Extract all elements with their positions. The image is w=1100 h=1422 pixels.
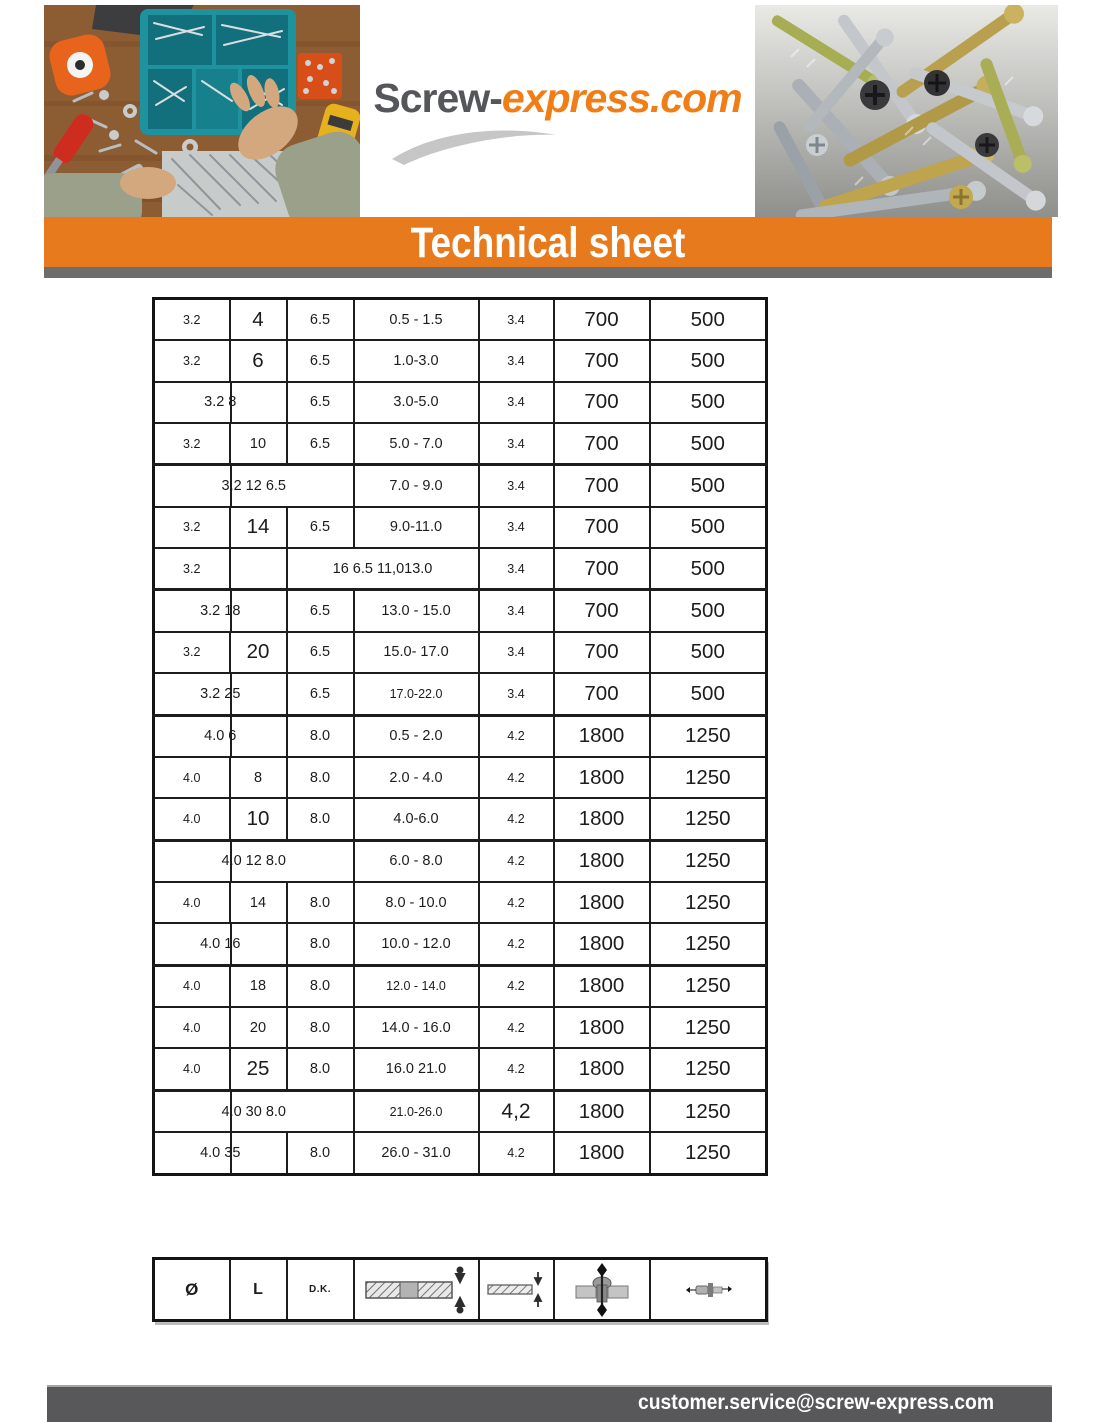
table-cell: 3.2 [154,632,230,673]
table-row [154,299,767,341]
table-cell: 3.2 18 [154,590,287,632]
table-cell: 10.0 - 12.0 [354,923,479,965]
table-cell: 26.0 - 31.0 [354,1132,479,1174]
legend-cell-rivet-side [650,1259,767,1321]
table-cell: 2.0 - 4.0 [354,757,479,798]
table-cell: 16 6.5 11,013.0 [287,548,479,590]
table-cell: 3.4 [479,673,554,715]
table-cell: 3.2 8 [154,382,287,423]
table-cell: 4.0-6.0 [354,798,479,840]
table-cell: 700 [554,673,650,715]
table-cell: 4.0 [154,882,230,923]
table-cell: 500 [650,590,767,632]
legend-table [152,1257,768,1322]
table-row [154,423,767,465]
table-cell: 4.2 [479,715,554,757]
table-cell: 8.0 [287,757,354,798]
technical-table-body [154,299,767,1175]
table-cell: 4,2 [479,1090,554,1132]
table-cell: 500 [650,548,767,590]
installed-rivet-front-diagram-icon [566,1262,638,1318]
table-cell: 3.4 [479,507,554,548]
table-cell: 4.0 [154,798,230,840]
table-row [154,882,767,923]
table-cell: 1250 [650,715,767,757]
legend-header-diameter: Ø [154,1259,230,1321]
table-cell: 8.0 [287,882,354,923]
rivet-side-diagram-icon [676,1276,740,1304]
table-cell: 6.5 [287,340,354,381]
table-cell: 25 [230,1048,287,1090]
table-cell: 17.0-22.0 [354,673,479,715]
table-cell: 6.0 - 8.0 [354,840,479,882]
legend-header-dk: D.K. [287,1259,354,1321]
table-cell: 1800 [554,798,650,840]
table-cell: 4.2 [479,1132,554,1174]
table-cell: 700 [554,465,650,507]
table-cell: 1250 [650,882,767,923]
legend-cell-grip-range [354,1259,479,1321]
table-cell: 10 [230,798,287,840]
logo-swoosh [388,123,568,167]
table-cell: 3.4 [479,340,554,381]
table-row [154,923,767,965]
table-cell: 4.0 35 [154,1132,287,1174]
table-cell: 7.0 - 9.0 [354,465,479,507]
table-cell: 1250 [650,1090,767,1132]
table-row [154,382,767,423]
table-row [154,507,767,548]
table-cell: 3.2 25 [154,673,287,715]
table-cell: 6 [230,340,287,381]
table-row [154,1048,767,1090]
table-cell: 1250 [650,1007,767,1048]
table-cell: 3.4 [479,299,554,341]
table-cell: 1800 [554,882,650,923]
table-cell: 4.0 [154,1048,230,1090]
table-cell: 8.0 [287,798,354,840]
table-cell: 1800 [554,715,650,757]
table-row [154,465,767,507]
table-cell: 1800 [554,840,650,882]
logo-part-express: express.com [501,75,742,121]
sheet-thickness-diagram-icon [484,1268,548,1312]
table-row [154,757,767,798]
table-cell: 20 [230,1007,287,1048]
table-cell: 6.5 [287,299,354,341]
table-cell: 6.5 [287,673,354,715]
table-cell: 1800 [554,1048,650,1090]
table-cell: 500 [650,423,767,465]
table-cell: 13.0 - 15.0 [354,590,479,632]
table-row [154,1132,767,1174]
table-cell: 1250 [650,1048,767,1090]
table-cell: 700 [554,382,650,423]
legend-cell-installed-rivet [554,1259,650,1321]
table-cell: 700 [554,590,650,632]
table-cell: 6.5 [287,382,354,423]
table-row [154,548,767,590]
table-cell: 21.0-26.0 [354,1090,479,1132]
table-cell: 14 [230,882,287,923]
table-cell: 4.2 [479,923,554,965]
table-cell: 1800 [554,965,650,1007]
table-row [154,965,767,1007]
table-row [154,1007,767,1048]
legend-header-length: L [230,1259,287,1321]
table-cell: 700 [554,340,650,381]
table-cell: 6.5 [287,590,354,632]
table-cell: 500 [650,299,767,341]
table-cell: 8.0 [287,715,354,757]
table-cell: 1250 [650,840,767,882]
table-cell: 1800 [554,1132,650,1174]
grip-range-section-diagram-icon [360,1264,472,1316]
table-cell: 3.4 [479,465,554,507]
table-cell: 16.0 21.0 [354,1048,479,1090]
table-cell: 1250 [650,965,767,1007]
table-cell [230,548,287,590]
table-cell: 500 [650,673,767,715]
table-cell: 6.5 [287,423,354,465]
table-cell: 20 [230,632,287,673]
table-cell: 3.2 [154,340,230,381]
table-cell: 8.0 [287,923,354,965]
table-cell: 500 [650,632,767,673]
table-cell: 3.4 [479,548,554,590]
table-row [154,1090,767,1132]
table-cell: 4.2 [479,882,554,923]
table-cell: 3.4 [479,423,554,465]
table-cell: 8.0 [287,1048,354,1090]
table-row [154,632,767,673]
banner-shadow-strip [44,267,1052,278]
table-cell: 18 [230,965,287,1007]
table-cell: 3.0-5.0 [354,382,479,423]
table-cell: 1800 [554,923,650,965]
table-cell: 9.0-11.0 [354,507,479,548]
table-cell: 4.2 [479,1048,554,1090]
technical-table [152,297,768,1176]
table-cell: 14 [230,507,287,548]
table-cell: 3.2 [154,299,230,341]
table-cell: 4.0 [154,1007,230,1048]
table-cell: 1250 [650,923,767,965]
table-cell: 8.0 [287,965,354,1007]
table-row [154,340,767,381]
table-cell: 1.0-3.0 [354,340,479,381]
workbench-photo-graphic [44,5,360,217]
table-cell: 500 [650,465,767,507]
table-cell: 1800 [554,1090,650,1132]
table-cell: 700 [554,423,650,465]
table-cell: 6.5 [287,632,354,673]
table-cell: 4 [230,299,287,341]
table-cell: 8.0 - 10.0 [354,882,479,923]
technical-table-container [152,297,765,1176]
table-cell: 1250 [650,1132,767,1174]
screws-photo [755,5,1058,217]
table-cell: 4.2 [479,798,554,840]
banner [44,217,1052,267]
table-cell: 14.0 - 16.0 [354,1007,479,1048]
table-cell: 700 [554,548,650,590]
workbench-photo [44,5,360,217]
table-row [154,715,767,757]
table-cell: 10 [230,423,287,465]
table-cell: 700 [554,299,650,341]
table-cell: 4.0 [154,965,230,1007]
table-cell: 500 [650,382,767,423]
table-cell: 700 [554,507,650,548]
legend-cell-sheet-thickness [479,1259,554,1321]
table-cell: 3.2 12 6.5 [154,465,354,507]
screws-photo-graphic [755,5,1058,217]
table-cell: 4.0 12 8.0 [154,840,354,882]
table-cell: 3.4 [479,590,554,632]
table-cell: 3.2 [154,507,230,548]
table-cell: 3.2 [154,423,230,465]
logo-text [360,75,755,122]
table-cell: 1800 [554,757,650,798]
table-cell: 8 [230,757,287,798]
table-cell: 3.2 [154,548,230,590]
table-cell: 0.5 - 2.0 [354,715,479,757]
table-cell: 1250 [650,798,767,840]
table-cell: 500 [650,507,767,548]
legend-table-container [152,1257,765,1322]
table-cell: 1800 [554,1007,650,1048]
table-row [154,840,767,882]
table-cell: 4.0 [154,757,230,798]
table-cell: 4.0 30 8.0 [154,1090,354,1132]
table-cell: 5.0 - 7.0 [354,423,479,465]
table-cell: 15.0- 17.0 [354,632,479,673]
table-cell: 0.5 - 1.5 [354,299,479,341]
table-cell: 4.2 [479,840,554,882]
table-cell: 8.0 [287,1132,354,1174]
table-cell: 6.5 [287,507,354,548]
table-row [154,673,767,715]
page-title: Technical sheet [410,219,686,267]
table-cell: 3.4 [479,632,554,673]
logo [360,5,755,217]
logo-part-screw: Screw- [373,75,502,121]
table-cell: 4.2 [479,1007,554,1048]
table-cell: 500 [650,340,767,381]
table-row [154,590,767,632]
table-cell: 4.2 [479,757,554,798]
table-row [154,798,767,840]
legend-row [154,1259,767,1321]
table-cell: 1250 [650,757,767,798]
footer-bar [47,1385,1052,1422]
table-cell: 700 [554,632,650,673]
table-cell: 8.0 [287,1007,354,1048]
table-cell: 4.0 6 [154,715,287,757]
table-cell: 12.0 - 14.0 [354,965,479,1007]
table-cell: 4.2 [479,965,554,1007]
footer-email: customer.service@screw-express.com [637,1391,994,1414]
table-cell: 4.0 16 [154,923,287,965]
table-cell: 3.4 [479,382,554,423]
